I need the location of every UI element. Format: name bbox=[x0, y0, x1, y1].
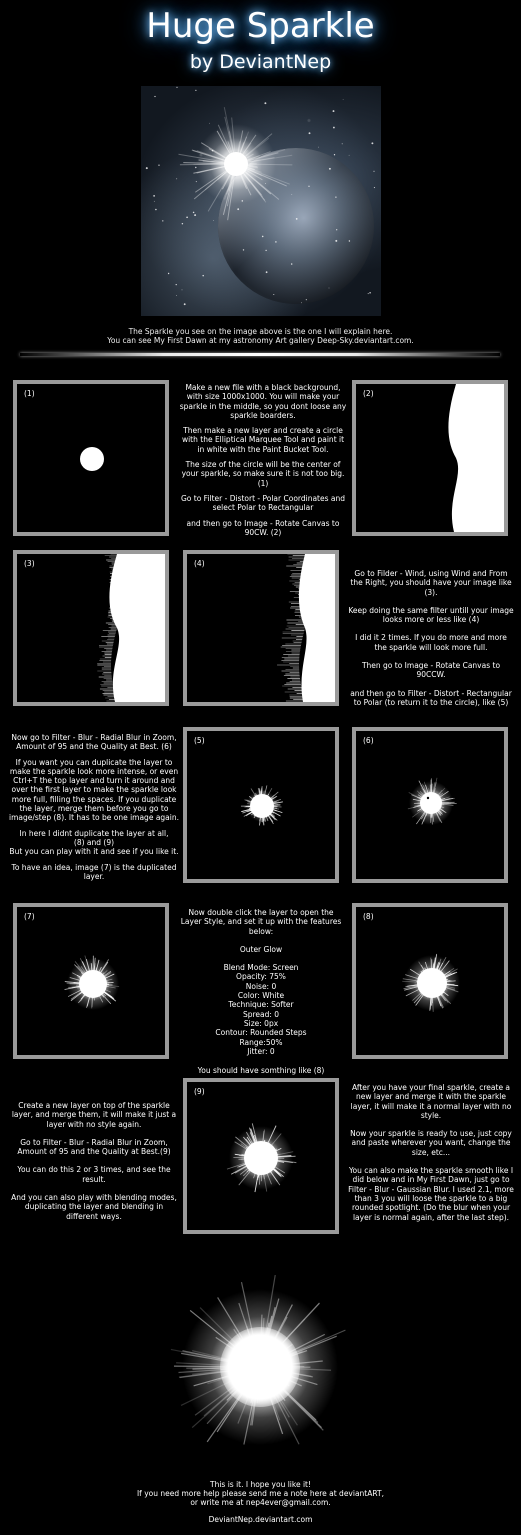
feature-item: Contour: Rounded Steps bbox=[215, 1028, 307, 1038]
star bbox=[333, 110, 335, 112]
star bbox=[195, 90, 196, 91]
instruction-text: and then go to Image - Rotate Canvas to 90CW. (2) bbox=[186, 518, 340, 537]
step-9-image bbox=[183, 1078, 339, 1234]
step-7-label: (7) bbox=[24, 912, 35, 921]
star bbox=[343, 99, 344, 100]
instruction-text: Now double click the layer to open the Layer Style, and set it up with the features below: bbox=[180, 908, 342, 936]
star bbox=[369, 292, 371, 294]
instruction-text: Go to Filter - Distort - Polar Coordinates and select Polar to Rectangular bbox=[180, 493, 346, 513]
instruction-text: Now your sparkle is ready to use, just copy and paste wherever you want, change the size, etc... bbox=[350, 1129, 512, 1157]
instruction-text: Now go to Filter - Blur - Radial Blur in Zoom, Amount of 95 and the Quality at Best. (6) bbox=[11, 733, 177, 752]
instruction-text: And you can also play with blending modes, duplicating the layer and blending in different ways. bbox=[11, 1193, 177, 1221]
feature-item: Range:50% bbox=[239, 1037, 283, 1047]
sparkle-8 bbox=[356, 907, 504, 1055]
star bbox=[329, 168, 331, 170]
author-byline: by DeviantNep bbox=[189, 51, 332, 73]
page-title: Huge Sparkle bbox=[146, 6, 375, 46]
feature-list bbox=[180, 963, 342, 1056]
step-9-label: (9) bbox=[194, 1087, 205, 1096]
star bbox=[237, 208, 239, 210]
instructions-block-1 bbox=[178, 383, 348, 543]
feature-item: Opacity: 75% bbox=[236, 972, 286, 982]
planet-illustration bbox=[141, 86, 381, 316]
star bbox=[374, 187, 375, 188]
star bbox=[158, 165, 159, 166]
star bbox=[155, 209, 157, 211]
instruction-text: I did it 2 times. If you do more and more the sparkle will look more full. bbox=[355, 633, 507, 652]
instruction-text: Go to Filter - Blur - Radial Blur in Zoom, Amount of 95 and the Quality at Best.(9) bbox=[17, 1137, 171, 1157]
instruction-text: If you want you can duplicate the layer to make the sparkle look more intense, or even Ctrl+T the top layer and turn it around and over the first layer to make the sparkle look more full, filling the spaces. If you duplicate the layer, merge them before you go to image/step (8). It has to be one image again. bbox=[9, 757, 179, 823]
star bbox=[373, 171, 374, 172]
feature-item: Size: 0px bbox=[243, 1018, 279, 1028]
instruction-text: You can do this 2 or 3 times, and see the result. bbox=[17, 1165, 171, 1184]
star bbox=[176, 295, 177, 296]
feature-item: Blend Mode: Screen bbox=[223, 963, 299, 973]
star bbox=[162, 220, 163, 221]
feature-item: Color: White bbox=[237, 991, 285, 1001]
star bbox=[329, 288, 330, 289]
feature-item: Spread: 0 bbox=[242, 1009, 280, 1019]
instruction-text: You can also make the sparkle smooth like I did below and in My First Dawn, just go to Filter - Blur - Gaussian Blur. I used 2.1, more than 3 you will loose the sparkle to a big rounded spotlight. (Do the blur when your layer is normal again, after the last step). bbox=[348, 1166, 514, 1222]
star bbox=[176, 178, 177, 179]
step-2-image bbox=[352, 380, 508, 536]
star bbox=[176, 87, 177, 88]
instruction-text: Then go to Image - Rotate Canvas to 90CCW. bbox=[361, 661, 501, 680]
instruction-text: Go to Filder - Wind, using Wind and From the Right, you should have your image like (3). bbox=[350, 569, 512, 597]
star bbox=[335, 240, 337, 242]
outro-line-2: If you need more help please send me a note here at deviantART, bbox=[136, 1489, 385, 1498]
star bbox=[242, 200, 244, 202]
step-4-label: (4) bbox=[194, 559, 205, 568]
star bbox=[182, 289, 183, 290]
star bbox=[243, 249, 244, 250]
star bbox=[309, 132, 311, 134]
step-4-image bbox=[183, 550, 339, 706]
sparkle-5 bbox=[187, 731, 335, 879]
star bbox=[184, 303, 186, 305]
star bbox=[368, 293, 369, 294]
star bbox=[194, 214, 196, 216]
star bbox=[202, 275, 204, 277]
instruction-text: After you have your final sparkle, create a new layer and merge it with the sparkle layer, it will make it a normal layer with no style. bbox=[350, 1083, 512, 1120]
star bbox=[336, 229, 337, 230]
instruction-text: Keep doing the same filter untill your image looks more or less like (4) bbox=[348, 605, 514, 625]
step-6-label: (6) bbox=[363, 736, 374, 745]
divider-line bbox=[20, 353, 500, 356]
star bbox=[212, 150, 214, 152]
star bbox=[291, 194, 292, 195]
star bbox=[262, 236, 264, 238]
star bbox=[196, 181, 197, 182]
star bbox=[146, 167, 148, 169]
sparkle-6 bbox=[356, 731, 504, 879]
instruction-text: (8) and (9) bbox=[73, 837, 115, 847]
star bbox=[333, 127, 335, 129]
star bbox=[195, 167, 196, 168]
wind-edge-2 bbox=[187, 554, 335, 702]
star bbox=[335, 196, 336, 197]
wind-edge-1 bbox=[17, 554, 165, 702]
intro-line-2: You can see My First Dawn at my astronomy Art gallery Deep-Sky.deviantart.com. bbox=[107, 336, 414, 345]
star bbox=[264, 102, 266, 104]
star bbox=[301, 302, 302, 303]
star bbox=[342, 143, 343, 144]
star bbox=[334, 154, 335, 155]
star bbox=[154, 96, 155, 97]
intro-line-1: The Sparkle you see on the image above is the one I will explain here. bbox=[128, 327, 393, 336]
step-6-image bbox=[352, 727, 508, 883]
sparkle-7 bbox=[17, 907, 165, 1055]
hero-planet-image bbox=[141, 86, 381, 316]
star bbox=[349, 155, 350, 156]
step-2-label: (2) bbox=[363, 389, 374, 398]
star bbox=[193, 212, 195, 214]
sparkle-9 bbox=[187, 1082, 335, 1230]
feature-item: Technique: Softer bbox=[228, 1000, 294, 1010]
instruction-text: and then go to Filter - Distort - Rectangular to Polar (to return it to the circle), like (5) bbox=[350, 688, 512, 707]
step-7-image bbox=[13, 903, 169, 1059]
instruction-text: To have an idea, image (7) is the duplicated layer. bbox=[11, 862, 177, 881]
step-3-image bbox=[13, 550, 169, 706]
outro-line-1: This is it. I hope you like it! bbox=[209, 1480, 311, 1489]
instruction-text: Create a new layer on top of the sparkle layer, and merge them, it will make it just a layer with no style again. bbox=[11, 1101, 177, 1129]
star bbox=[213, 220, 214, 221]
step-5-image bbox=[183, 727, 339, 883]
star bbox=[153, 195, 155, 197]
step-5-label: (5) bbox=[194, 736, 205, 745]
instruction-text: But you can play with it and see if you like it. bbox=[9, 847, 179, 857]
instruction-text: Then make a new layer and create a circle with the Elliptical Marquee Tool and paint it in white with the Paint Bucket Tool. bbox=[181, 426, 345, 454]
star bbox=[275, 241, 277, 243]
instructions-block-3 bbox=[8, 733, 180, 887]
step-1-image bbox=[13, 380, 169, 536]
instructions-block-4 bbox=[180, 908, 342, 1081]
step-1-label: (1) bbox=[24, 389, 35, 398]
star bbox=[371, 142, 373, 144]
step-8-image bbox=[352, 903, 508, 1059]
outro-website-link[interactable]: DeviantNep.deviantart.com bbox=[208, 1515, 313, 1524]
star bbox=[265, 250, 266, 251]
star bbox=[318, 147, 319, 148]
star bbox=[265, 183, 266, 184]
star bbox=[182, 223, 183, 224]
star bbox=[186, 216, 188, 218]
star bbox=[209, 123, 210, 124]
star bbox=[296, 218, 298, 220]
instructions-block-5 bbox=[8, 1101, 180, 1230]
final-sparkle-image bbox=[150, 1262, 370, 1472]
star bbox=[168, 273, 169, 274]
star bbox=[154, 201, 155, 202]
final-sparkle bbox=[150, 1262, 370, 1472]
step-8-label: (8) bbox=[363, 912, 374, 921]
star bbox=[306, 299, 307, 300]
instruction-text: The size of the circle will be the center of your sparkle, so make sure it is not too big. (1) bbox=[181, 460, 345, 488]
star bbox=[266, 271, 268, 273]
instruction-text: You should have somthing like (8) bbox=[197, 1066, 325, 1076]
white-circle bbox=[17, 384, 165, 532]
star bbox=[308, 186, 309, 187]
instructions-block-2 bbox=[348, 569, 514, 716]
outer-glow-heading: Outer Glow bbox=[239, 944, 283, 954]
feature-item: Noise: 0 bbox=[245, 981, 277, 991]
instruction-text: Make a new file with a black background, with size 1000x1000. You will make your sparkle in the middle, so you dont loose any sparkle boarders. bbox=[179, 383, 347, 420]
instruction-text: In here I didnt duplicate the layer at all, bbox=[19, 828, 169, 838]
feature-item: Jitter: 0 bbox=[247, 1046, 275, 1056]
step-3-label: (3) bbox=[24, 559, 35, 568]
outro-line-3: or write me at nep4ever@gmail.com. bbox=[190, 1498, 331, 1507]
star bbox=[291, 263, 293, 265]
polar-edge bbox=[356, 384, 504, 532]
star bbox=[349, 240, 350, 241]
star bbox=[273, 294, 274, 295]
star bbox=[176, 284, 177, 285]
instructions-block-6 bbox=[348, 1083, 514, 1231]
